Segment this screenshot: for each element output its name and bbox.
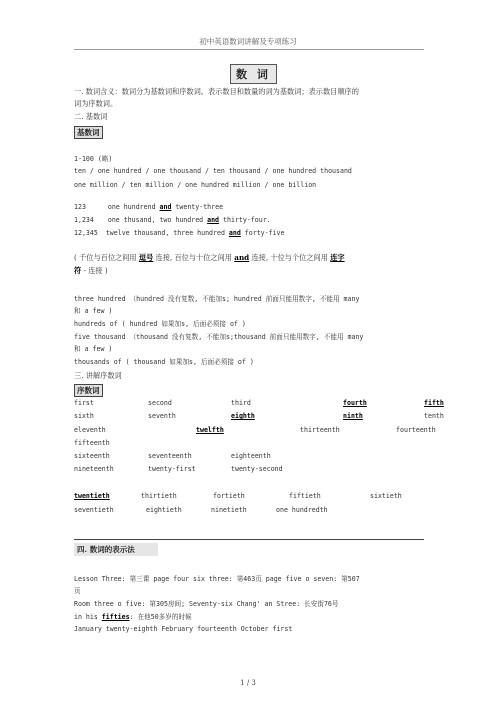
ordinal-word: eighth [231,412,255,420]
note-1a: three hundred （hundred 没有复数, 不能加s; hundred 前面只能用数字, 不能用 many [74,295,360,303]
example-1 [74,203,223,211]
ordinal-word: ninth [343,412,363,420]
rule-text: 连接, 十位与个位之间用 [249,253,331,262]
ordinal-label: 序数词 [74,384,103,397]
ordinal-word: fortieth [213,492,245,500]
ordinal-word: thirteenth [300,426,340,434]
section-2-heading: 二. 基数词 [74,112,108,121]
example-text: forty-five [240,229,285,237]
rule-text: ( 千位与百位之间用 [74,253,139,262]
example-text: twelve thousand, three hundred [105,229,229,237]
ordinal-word: twelfth [196,426,224,434]
ordinal-word: sixth [74,412,94,420]
ordinal-word: fiftieth [289,492,321,500]
note-1b: 和 a few ) [74,307,113,315]
ordinal-word: twentieth [74,492,110,500]
ordinal-word: twenty-first [148,465,196,473]
expression-text: in his [74,613,102,621]
header-rule [74,49,424,50]
expression-line-1b: 页 [74,587,81,595]
ordinal-word: tenth [424,412,444,420]
expression-line-3 [74,611,192,621]
example-text: one hundrend [107,203,160,211]
ordinal-word: fifth [424,399,444,407]
ordinal-word: twenty-second [231,465,283,473]
rule-text: 连接, 百位与十位之间用 [153,253,235,262]
section-3-heading: 三. 讲解序数词 [74,371,122,380]
ordinal-word: fourth [343,399,367,407]
note-4: thousands of ( thousand 如果加s, 后面必须接 of ) [74,358,254,366]
ordinal-word: thirtieth [141,492,177,500]
ordinal-word: seventh [148,412,176,420]
note-2: hundreds of ( hundred 如果加s, 后面必须接 of ) [74,320,246,328]
intro-line-1: 一. 数词含义：数词分为基数词和序数词。表示数目和数量的词为基数词；表示数目顺序的 [74,87,359,96]
rule-keyword: 连字 [330,253,345,262]
cardinal-range: 1-100 (略) [74,155,113,163]
ordinal-word: first [74,399,94,407]
ordinal-word: eightieth [146,506,182,514]
ordinal-word: seventieth [74,506,114,514]
example-number: 1,234 [74,216,94,224]
ordinal-word: fifteenth [74,439,110,447]
cardinal-row-2: one million / ten million / one hundred million / one billion [74,181,317,189]
expression-line-4: January twenty-eighth February fourteenth October first [74,625,293,633]
page-header: 初中英语数词讲解及专项练习 [199,37,297,46]
expression-keyword: fifties [101,613,130,621]
expression-line-2: Room three o five: 第305房间; Seventy-six Chang' an Stree: 长安街76号 [74,600,339,608]
example-text: thirty-four. [219,216,271,224]
note-3b: 和 a few ) [74,345,113,353]
rule-line-2 [74,266,108,276]
ordinal-word: eighteenth [231,452,271,460]
cardinal-row-1: ten / one hundred / one thousand / ten thousand / one hundred thousand [74,167,352,175]
example-3 [74,229,285,237]
ordinal-word: one hundredth [276,506,328,514]
and-keyword: and [228,229,241,237]
rule-keyword: 逗号 [138,253,154,262]
cardinal-label: 基数词 [74,126,103,139]
example-2 [74,216,271,224]
ordinal-word: eleventh [74,426,106,434]
expression-line-1: Lesson Three: 第三课 page four six three: 第463页 page five o seven: 第507 [74,575,360,583]
note-3a: five thousand （thousand 没有复数, 不能加s;thousand 前面只能用数字, 不能用 many [74,333,364,341]
example-number: 12,345 [74,229,98,237]
ordinal-word: nineteenth [74,465,114,473]
ordinal-word: sixtieth [370,492,402,500]
ordinal-word: sixteenth [74,452,110,460]
rule-keyword: 符 [74,266,82,275]
ordinal-word: second [148,399,172,407]
example-text: twenty-three [171,203,224,211]
rule-line-1 [74,253,345,263]
ordinal-word: fourteenth [396,426,436,434]
and-keyword: and [207,216,220,224]
rule-keyword: and [234,253,250,262]
ordinal-word: seventeenth [148,452,192,460]
ordinal-word: ninetieth [211,506,247,514]
ordinal-word: third [231,399,251,407]
example-text: one thusand, two hundred [107,216,208,224]
example-number: 123 [74,203,86,211]
section-4-heading: 四. 数词的表示法 [74,543,158,556]
section-divider [74,539,424,540]
and-keyword: and [159,203,172,211]
rule-text: - 连接 ) [81,266,108,275]
expression-text: : 在他50多岁的时候 [129,613,192,621]
page-number: 1 / 3 [240,679,256,687]
page-title: 数 词 [230,64,277,84]
intro-line-2: 词为序数词。 [74,99,118,108]
